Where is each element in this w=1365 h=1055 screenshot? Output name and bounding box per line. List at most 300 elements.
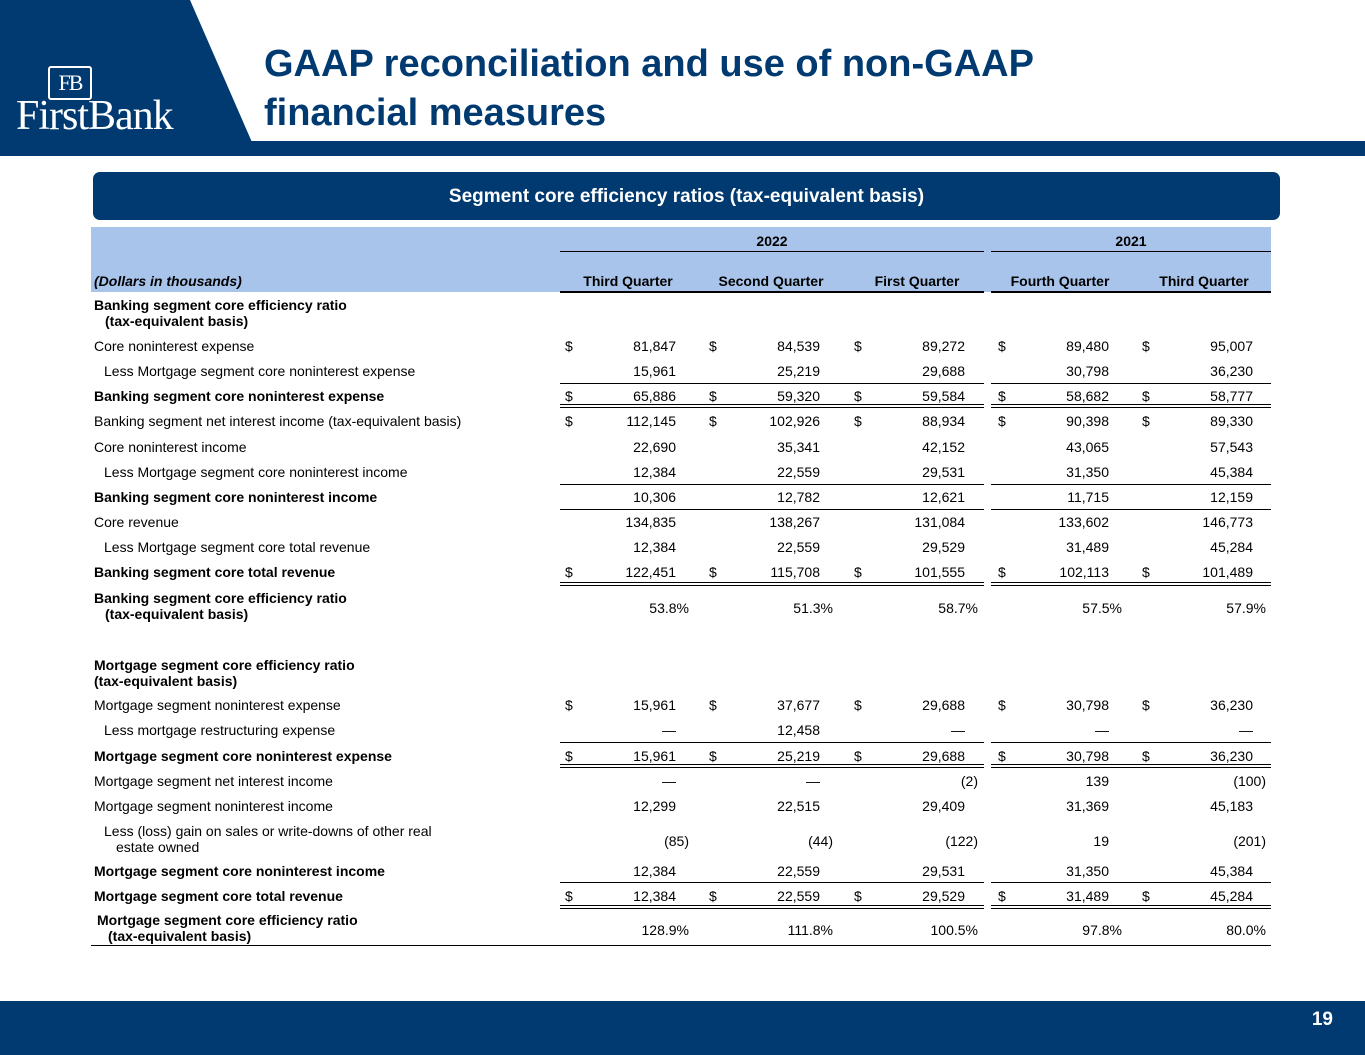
table-cell (1142, 748, 1253, 764)
dollar-sign: $ (565, 564, 573, 580)
cell-value: 12,384 (633, 464, 676, 480)
table-rule (560, 407, 984, 408)
table-cell (1142, 798, 1253, 814)
cell-value: 22,559 (777, 464, 820, 480)
table-cell (854, 773, 978, 789)
dollar-sign: $ (1142, 888, 1150, 904)
dollar-sign: $ (1142, 748, 1150, 764)
table-cell (998, 888, 1109, 904)
cell-value: 89,330 (1210, 413, 1253, 429)
table-rule (991, 582, 1271, 583)
cell-value: — (662, 773, 676, 789)
cell-value: 31,369 (1066, 798, 1109, 814)
cell-value: 31,350 (1066, 863, 1109, 879)
cell-value: 22,515 (777, 798, 820, 814)
row-label-line1: Less (loss) gain on sales or write-downs of other real (104, 823, 432, 839)
dollar-sign: $ (854, 888, 862, 904)
cell-value: 100.5% (930, 922, 978, 938)
table-cell (709, 722, 820, 738)
row-label (94, 413, 461, 429)
dollar-sign: $ (709, 388, 717, 404)
table-cell (1142, 539, 1253, 555)
table-cell (998, 363, 1109, 379)
row-label (94, 863, 385, 879)
cell-value: 111.8% (787, 922, 833, 938)
table-cell (1142, 600, 1266, 616)
table-cell (1142, 297, 1253, 313)
table-rule (560, 882, 984, 883)
table-cell (709, 489, 820, 505)
dollar-sign: $ (709, 697, 717, 713)
cell-value: 42,152 (922, 439, 965, 455)
cell-value: 51.3% (793, 600, 833, 616)
row-label-line1: Mortgage segment noninterest income (94, 798, 333, 814)
table-cell (998, 922, 1122, 938)
footer-band (0, 1001, 1365, 1055)
cell-value: 25,219 (777, 748, 820, 764)
table-cell (565, 514, 676, 530)
table-bottom-rule (91, 945, 1271, 946)
dollar-sign: $ (1142, 413, 1150, 429)
cell-value: — (951, 722, 965, 738)
table-cell (1142, 863, 1253, 879)
table-rule (991, 407, 1271, 408)
header-rule-2022 (560, 291, 984, 293)
table-cell (1142, 413, 1253, 429)
cell-value: 37,677 (777, 697, 820, 713)
row-label (104, 539, 370, 555)
cell-value: 58,777 (1210, 388, 1253, 404)
cell-value: 29,531 (922, 464, 965, 480)
table-rule (991, 905, 1271, 906)
cell-value: 12,384 (633, 539, 676, 555)
cell-value: 45,183 (1210, 798, 1253, 814)
table-cell (998, 657, 1109, 673)
table-cell (998, 722, 1109, 738)
table-cell (854, 338, 965, 354)
row-label (94, 697, 341, 713)
cell-value: 95,007 (1210, 338, 1253, 354)
table-rule (560, 764, 984, 765)
table-cell (565, 413, 676, 429)
page-title (264, 40, 1264, 138)
cell-value: 131,084 (914, 514, 965, 530)
table-cell (998, 773, 1109, 789)
table-cell (565, 833, 689, 849)
table-cell (1142, 514, 1253, 530)
cell-value: 128.9% (641, 922, 689, 938)
table-cell (565, 657, 676, 673)
table-cell (1142, 439, 1253, 455)
table-cell (565, 888, 676, 904)
table-cell (998, 564, 1109, 580)
cell-value: 29,688 (922, 748, 965, 764)
dollar-sign: $ (565, 888, 573, 904)
table-rule (991, 404, 1271, 405)
dollar-sign: $ (709, 748, 717, 764)
table-rule (991, 882, 1271, 883)
table-cell (565, 748, 676, 764)
cell-value: 12,384 (633, 863, 676, 879)
table-cell (709, 773, 820, 789)
row-label-line1: Less Mortgage segment core noninterest income (104, 464, 408, 480)
cell-value: — (806, 773, 820, 789)
dollar-sign: $ (998, 697, 1006, 713)
cell-value: 59,320 (777, 388, 820, 404)
table-cell (565, 722, 676, 738)
row-label-line1: Mortgage segment core efficiency ratio (94, 657, 355, 673)
table-cell (1142, 922, 1266, 938)
table-cell (709, 697, 820, 713)
table-rule (991, 908, 1271, 909)
cell-value: 102,926 (769, 413, 820, 429)
table-rule (991, 484, 1271, 485)
cell-value: 31,489 (1066, 539, 1109, 555)
table-cell (854, 888, 965, 904)
table-cell (854, 600, 978, 616)
row-label-line1: Banking segment core noninterest expense (94, 388, 385, 404)
table-cell (998, 297, 1109, 313)
table-rule (560, 742, 984, 743)
row-label-line2: (tax-equivalent basis) (94, 673, 238, 689)
row-label (94, 888, 343, 904)
cell-value: — (1095, 722, 1109, 738)
table-cell (998, 600, 1122, 616)
cell-value: 58,682 (1066, 388, 1109, 404)
row-label (97, 912, 358, 944)
dollar-sign: $ (565, 748, 573, 764)
table-rule (560, 509, 984, 510)
year-2022-label: 2022 (756, 233, 788, 249)
cell-value: 88,934 (922, 413, 965, 429)
row-label-line1: Less Mortgage segment core noninterest expense (104, 363, 416, 379)
dollar-sign: $ (854, 388, 862, 404)
table-cell (565, 773, 676, 789)
table-cell (709, 439, 820, 455)
cell-value: 45,284 (1210, 539, 1253, 555)
table-rule (560, 585, 984, 586)
table-cell (565, 297, 676, 313)
cell-value: 84,539 (777, 338, 820, 354)
cell-value: 97.8% (1082, 922, 1122, 938)
dollar-sign: $ (709, 888, 717, 904)
table-cell (565, 922, 689, 938)
row-label-line1: Core noninterest income (94, 439, 247, 455)
table-rule (560, 908, 984, 909)
cell-value: 57.9% (1226, 600, 1266, 616)
cell-value: 22,559 (777, 888, 820, 904)
table-cell (854, 564, 965, 580)
cell-value: 29,529 (922, 539, 965, 555)
dollar-sign: $ (998, 338, 1006, 354)
row-label-line1: Mortgage segment core efficiency ratio (97, 912, 358, 928)
table-rule (560, 767, 984, 768)
units-label: (Dollars in thousands) (94, 273, 242, 289)
cell-value: 30,798 (1066, 748, 1109, 764)
cell-value: 12,782 (777, 489, 820, 505)
page-title-line1: GAAP reconciliation and use of non-GAAP (264, 43, 1034, 85)
table-cell (998, 514, 1109, 530)
table-cell (565, 464, 676, 480)
cell-value: 102,113 (1059, 564, 1109, 580)
dollar-sign: $ (854, 564, 862, 580)
dollar-sign: $ (1142, 338, 1150, 354)
logo-mark-icon: FB (48, 66, 92, 100)
table-cell (565, 338, 676, 354)
row-label (104, 722, 335, 738)
table-cell (1142, 564, 1253, 580)
row-label (104, 464, 408, 480)
table-rule (560, 484, 984, 485)
table-cell (709, 413, 820, 429)
cell-value: (2) (960, 773, 978, 789)
table-cell (854, 697, 965, 713)
table-rule (991, 764, 1271, 765)
row-label-line1: Core revenue (94, 514, 179, 530)
dollar-sign: $ (709, 413, 717, 429)
header-rule-2021 (991, 291, 1271, 293)
table-cell (1142, 722, 1253, 738)
table-cell (998, 338, 1109, 354)
dollar-sign: $ (998, 888, 1006, 904)
table-cell (854, 363, 965, 379)
cell-value: 19 (1093, 833, 1109, 849)
cell-value: 57.5% (1082, 600, 1122, 616)
cell-value: 12,384 (633, 888, 676, 904)
table-cell (1142, 489, 1253, 505)
table-cell (998, 539, 1109, 555)
dollar-sign: $ (998, 413, 1006, 429)
table-cell (709, 798, 820, 814)
table-cell (565, 600, 689, 616)
cell-value: 29,409 (922, 798, 965, 814)
table-cell (709, 297, 820, 313)
cell-value: 89,272 (922, 338, 965, 354)
table-cell (1142, 338, 1253, 354)
cell-value: 57,543 (1210, 439, 1253, 455)
cell-value: 12,159 (1210, 489, 1253, 505)
cell-value: 15,961 (633, 363, 676, 379)
row-label-line1: Less Mortgage segment core total revenue (104, 539, 371, 555)
table-cell (709, 863, 820, 879)
cell-value: 22,559 (777, 863, 820, 879)
table-cell (1142, 388, 1253, 404)
dollar-sign: $ (1142, 564, 1150, 580)
table-cell (854, 798, 965, 814)
cell-value: (100) (1233, 773, 1266, 789)
table-cell (854, 514, 965, 530)
row-label-line1: Core noninterest expense (94, 338, 255, 354)
cell-value: 53.8% (649, 600, 689, 616)
cell-value: 22,690 (633, 439, 676, 455)
cell-value: 30,798 (1066, 363, 1109, 379)
dollar-sign: $ (565, 413, 573, 429)
row-label (104, 823, 432, 855)
cell-value: 29,529 (922, 888, 965, 904)
year-2021-rule (991, 251, 1271, 252)
cell-value: (85) (664, 833, 689, 849)
row-label (94, 514, 179, 530)
cell-value: 15,961 (633, 748, 676, 764)
table-cell (709, 748, 820, 764)
table-cell (998, 464, 1109, 480)
col-header-2: Second Quarter (718, 273, 824, 289)
table-cell (1142, 464, 1253, 480)
cell-value: 29,531 (922, 863, 965, 879)
row-label (94, 489, 377, 505)
cell-value: 15,961 (633, 697, 676, 713)
logo-wordmark: FirstBank (16, 93, 173, 139)
table-cell (709, 363, 820, 379)
table-cell (709, 514, 820, 530)
table-cell (709, 922, 833, 938)
table-cell (709, 539, 820, 555)
cell-value: 25,219 (777, 363, 820, 379)
col-header-3: First Quarter (874, 273, 960, 289)
table-rule (560, 582, 984, 583)
row-label-line1: Mortgage segment net interest income (94, 773, 333, 789)
table-cell (854, 722, 965, 738)
cell-value: 11,715 (1067, 489, 1109, 505)
dollar-sign: $ (709, 338, 717, 354)
row-label (94, 748, 392, 764)
cell-value: 90,398 (1066, 413, 1109, 429)
cell-value: 122,451 (625, 564, 676, 580)
cell-value: 80.0% (1226, 922, 1266, 938)
row-label-line2: (tax-equivalent basis) (105, 313, 249, 329)
page-title-line2: financial measures (264, 92, 607, 134)
table-cell (998, 388, 1109, 404)
dollar-sign: $ (565, 697, 573, 713)
dollar-sign: $ (998, 564, 1006, 580)
cell-value: 29,688 (922, 363, 965, 379)
table-cell (565, 697, 676, 713)
cell-value: (44) (808, 833, 833, 849)
year-2021-label: 2021 (1115, 233, 1147, 249)
table-cell (998, 439, 1109, 455)
page-number: 19 (1311, 1009, 1333, 1030)
table-cell (1142, 833, 1266, 849)
table-cell (565, 539, 676, 555)
row-label-line2: (tax-equivalent basis) (108, 928, 252, 944)
row-label (94, 564, 335, 580)
row-label-line1: Mortgage segment core noninterest expense (94, 748, 392, 764)
dollar-sign: $ (854, 338, 862, 354)
dollar-sign: $ (998, 388, 1006, 404)
cell-value: — (1239, 722, 1253, 738)
row-label-line1: Mortgage segment core noninterest income (94, 863, 385, 879)
cell-value: 59,584 (922, 388, 965, 404)
cell-value: 101,489 (1202, 564, 1253, 580)
table-cell (709, 388, 820, 404)
table-cell (565, 564, 676, 580)
cell-value: 101,555 (914, 564, 965, 580)
cell-value: 45,284 (1210, 888, 1253, 904)
table-rule (991, 585, 1271, 586)
cell-value: 81,847 (633, 338, 676, 354)
table-cell (854, 297, 965, 313)
cell-value: (201) (1233, 833, 1266, 849)
cell-value: 22,559 (777, 539, 820, 555)
cell-value: 36,230 (1210, 363, 1253, 379)
cell-value: 65,886 (633, 388, 676, 404)
table-cell (998, 833, 1109, 849)
table-rule (991, 383, 1271, 384)
dollar-sign: $ (854, 748, 862, 764)
table-cell (709, 888, 820, 904)
cell-value: 58.7% (938, 600, 978, 616)
table-cell (854, 539, 965, 555)
dollar-sign: $ (998, 748, 1006, 764)
dollar-sign: $ (1142, 388, 1150, 404)
table-cell (998, 697, 1109, 713)
table-rule (991, 509, 1271, 510)
row-label (94, 297, 347, 329)
table-cell (854, 489, 965, 505)
table-rule (991, 742, 1271, 743)
table-cell (854, 413, 965, 429)
cell-value: 30,798 (1066, 697, 1109, 713)
table-cell (709, 338, 820, 354)
row-label (94, 388, 384, 404)
row-label (94, 798, 333, 814)
table-rule (991, 767, 1271, 768)
cell-value: (122) (945, 833, 978, 849)
cell-value: 10,306 (633, 489, 676, 505)
table-cell (565, 363, 676, 379)
col-header-1: Third Quarter (583, 273, 673, 289)
table-cell (1142, 657, 1253, 673)
dollar-sign: $ (854, 413, 862, 429)
table-rule (560, 905, 984, 906)
table-cell (565, 863, 676, 879)
row-label-line1: Mortgage segment noninterest expense (94, 697, 341, 713)
table-cell (998, 863, 1109, 879)
row-label (104, 363, 415, 379)
table-cell (709, 464, 820, 480)
cell-value: 134,835 (625, 514, 676, 530)
row-label-line1: Banking segment core noninterest income (94, 489, 378, 505)
table-cell (998, 798, 1109, 814)
cell-value: 133,602 (1058, 514, 1109, 530)
dollar-sign: $ (709, 564, 717, 580)
table-cell (854, 464, 965, 480)
table-cell (565, 388, 676, 404)
table-cell (854, 657, 965, 673)
dollar-sign: $ (1142, 697, 1150, 713)
col-header-4: Fourth Quarter (1010, 273, 1110, 289)
table-cell (998, 748, 1109, 764)
cell-value: 36,230 (1210, 748, 1253, 764)
dollar-sign: $ (854, 697, 862, 713)
table-cell (1142, 888, 1253, 904)
table-cell (565, 489, 676, 505)
row-label-line1: Mortgage segment core total revenue (94, 888, 343, 904)
table-cell (998, 489, 1109, 505)
dollar-sign: $ (565, 388, 573, 404)
cell-value: 45,384 (1210, 464, 1253, 480)
cell-value: 45,384 (1210, 863, 1253, 879)
row-label-line2: estate owned (116, 839, 200, 855)
cell-value: 139 (1085, 773, 1109, 789)
table-cell (709, 657, 820, 673)
year-2022-rule (560, 251, 984, 252)
cell-value: 12,458 (777, 722, 820, 738)
cell-value: 36,230 (1210, 697, 1253, 713)
table-cell (565, 798, 676, 814)
dollar-sign: $ (565, 338, 573, 354)
cell-value: 35,341 (777, 439, 820, 455)
